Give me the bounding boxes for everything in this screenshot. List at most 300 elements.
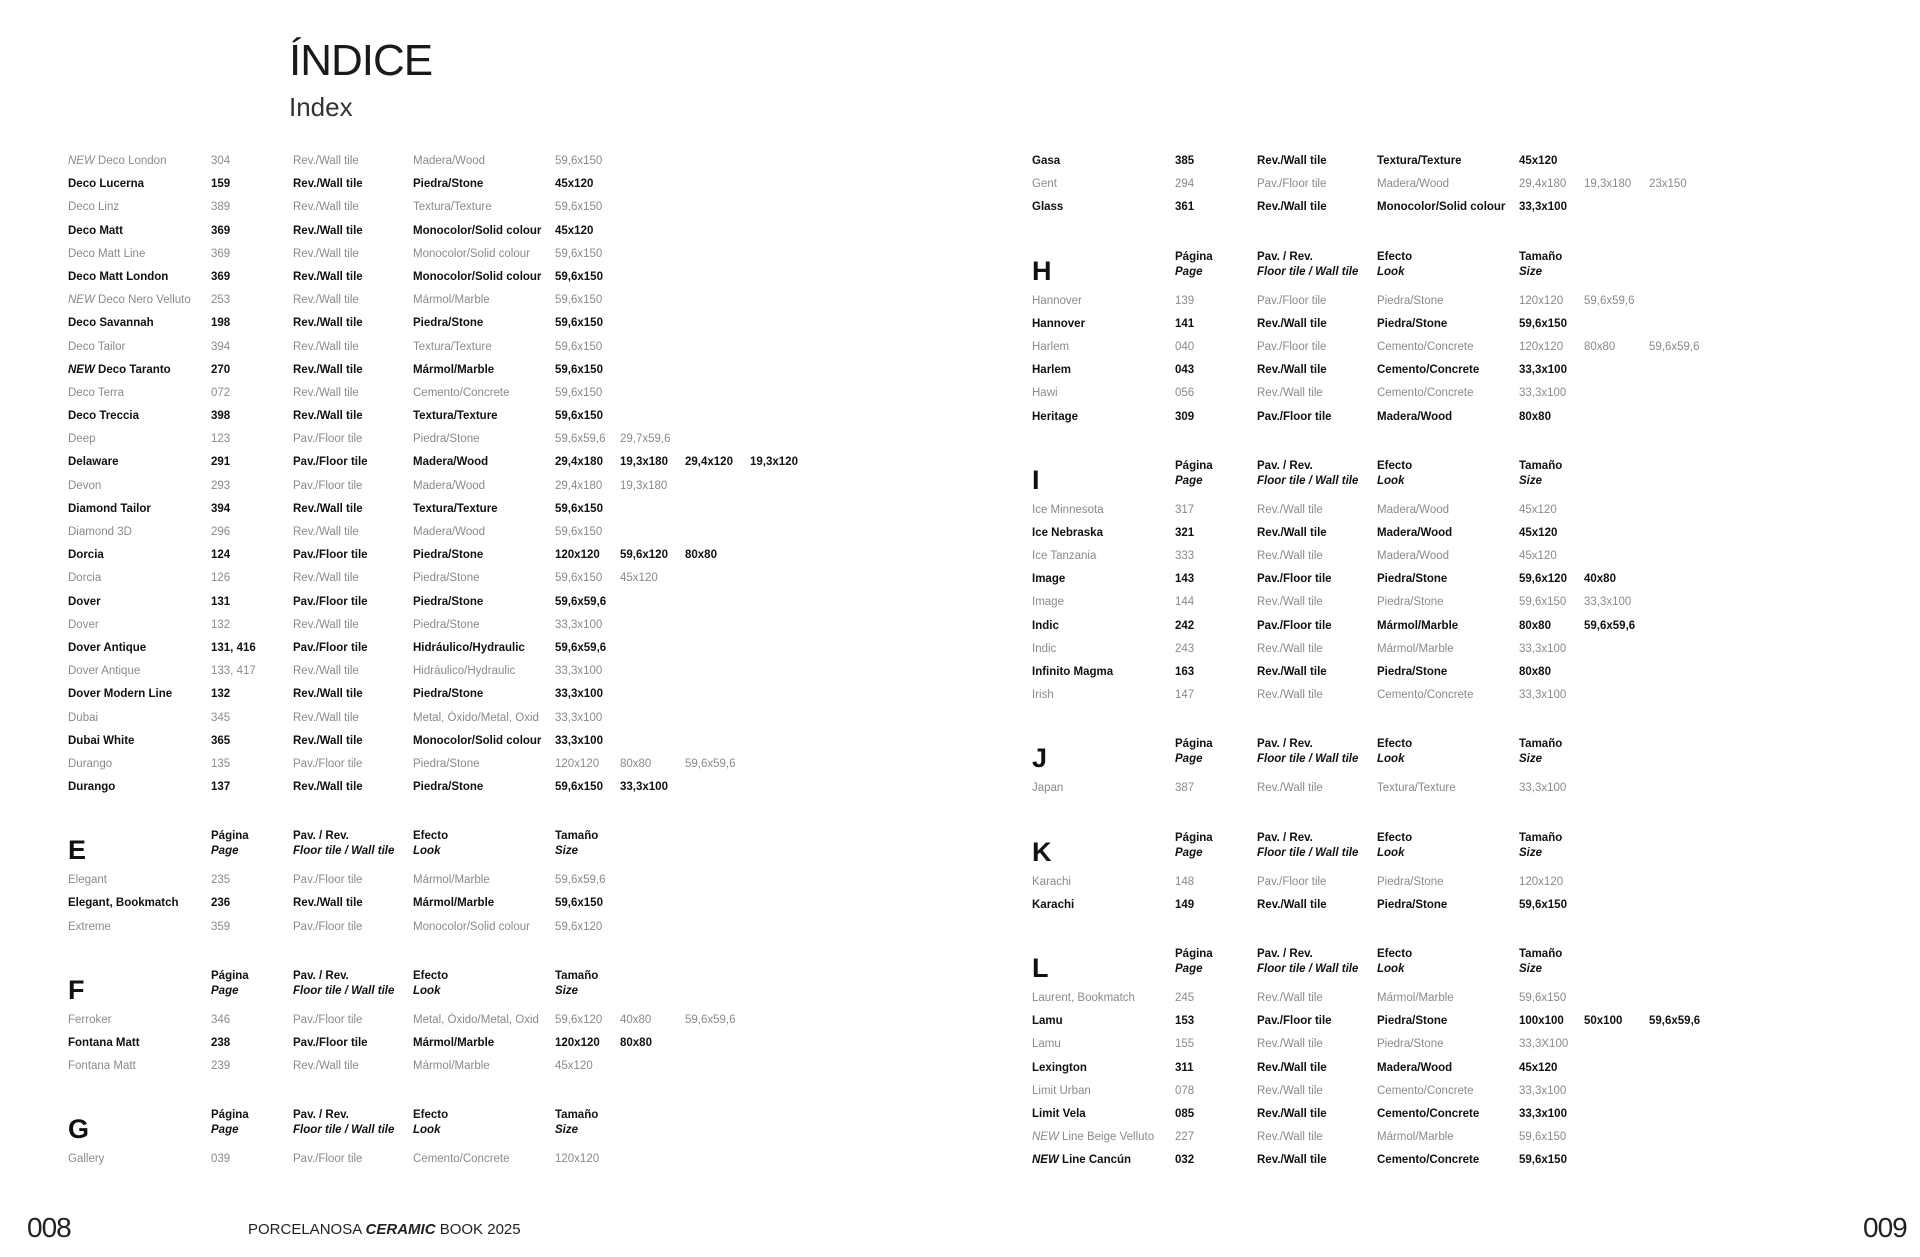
tile-size: 50x100 <box>1584 1015 1623 1028</box>
product-name <box>1032 499 1104 522</box>
tile-size: 19,3x180 <box>1584 178 1632 191</box>
page-number: 293 <box>211 479 231 492</box>
product-name-text: Karachi <box>1032 875 1071 888</box>
page-number: 198 <box>211 317 231 330</box>
tile-size: 33,3x100 <box>1519 1084 1567 1097</box>
product-name-text: Delaware <box>68 456 119 469</box>
page-number: 123 <box>211 433 231 446</box>
page-number: 239 <box>211 1060 231 1073</box>
brand-name: PORCELANOSA <box>248 1221 362 1238</box>
product-name <box>1032 150 1060 173</box>
product-name <box>68 660 140 683</box>
tile-size: 45x120 <box>1519 155 1558 167</box>
index-row <box>68 753 928 776</box>
tile-look: Piedra/Stone <box>1377 666 1448 678</box>
section-letter: J <box>1032 743 1048 774</box>
tile-type: Pav./Floor tile <box>1257 1015 1332 1028</box>
tile-type: Rev./Wall tile <box>1257 596 1323 609</box>
product-name <box>68 173 144 196</box>
index-row <box>68 498 928 521</box>
index-row <box>1032 290 1892 313</box>
tile-look: Piedra/Stone <box>1377 573 1448 586</box>
product-name <box>68 892 179 915</box>
tile-size: 59,6x59,6 <box>1649 340 1700 353</box>
section-letter: I <box>1032 464 1040 495</box>
index-row <box>1032 522 1892 545</box>
product-name-text: Ice Minnesota <box>1032 503 1104 516</box>
header-type <box>1257 947 1358 977</box>
tile-look: Madera/Wood <box>1377 178 1450 191</box>
tile-type: Pav./Floor tile <box>293 1013 363 1026</box>
header-page <box>1175 831 1213 861</box>
index-row <box>68 173 928 196</box>
product-name <box>1032 406 1078 429</box>
tile-size: 45x120 <box>620 572 658 585</box>
tile-look: Madera/Wood <box>413 526 486 538</box>
header-page-es: Página <box>211 830 249 843</box>
product-name <box>68 683 172 706</box>
product-name-text: Dorcia <box>68 549 104 562</box>
tile-type: Rev./Wall tile <box>1257 201 1327 214</box>
tile-look: Cemento/Concrete <box>1377 340 1474 353</box>
tile-type: Rev./Wall tile <box>1257 1107 1327 1120</box>
new-badge: NEW <box>1032 1131 1059 1144</box>
page-number: 135 <box>211 757 231 770</box>
tile-look: Monocolor/Solid colour <box>413 224 542 237</box>
header-look-en: Look <box>1377 474 1405 487</box>
index-row <box>1032 1010 1892 1033</box>
page-number: 369 <box>211 224 231 237</box>
index-row <box>68 336 928 359</box>
header-look-en: Look <box>413 1124 441 1137</box>
header-type-es: Pav. / Rev. <box>293 830 349 843</box>
header-size <box>1519 947 1562 977</box>
product-name <box>1032 290 1082 313</box>
tile-type: Rev./Wall tile <box>293 363 363 376</box>
index-row <box>1032 1103 1892 1126</box>
product-name-text: Harlem <box>1032 340 1070 353</box>
tile-look: Madera/Wood <box>413 479 486 492</box>
product-name <box>1032 336 1069 359</box>
tile-type: Rev./Wall tile <box>293 526 359 538</box>
tile-look: Piedra/Stone <box>413 618 480 631</box>
section-letter: L <box>1032 952 1049 983</box>
tile-size: 59,6x150 <box>555 340 603 353</box>
tile-size: 59,6x150 <box>555 502 603 515</box>
product-name <box>1032 313 1085 336</box>
tile-size: 29,4x180 <box>1519 178 1567 191</box>
page-number: 132 <box>211 688 231 701</box>
product-name <box>68 1148 104 1171</box>
tile-size: 120x120 <box>1519 875 1564 888</box>
product-name-text: Limit Urban <box>1032 1084 1091 1097</box>
tile-type: Pav./Floor tile <box>1257 178 1327 191</box>
product-name <box>68 730 134 753</box>
product-name <box>68 451 119 474</box>
header-size-en: Size <box>1519 846 1543 859</box>
tile-size: 80x80 <box>1519 619 1551 632</box>
tile-type: Rev./Wall tile <box>1257 898 1327 911</box>
index-row <box>68 150 928 173</box>
index-row <box>68 916 928 939</box>
tile-type: Rev./Wall tile <box>1257 689 1323 702</box>
header-type <box>1257 250 1358 280</box>
page-number: 398 <box>211 410 231 423</box>
tile-type: Pav./Floor tile <box>1257 410 1332 423</box>
header-page <box>1175 250 1213 280</box>
product-name <box>68 707 98 730</box>
product-name-text: Japan <box>1032 782 1064 795</box>
page-number: 394 <box>211 340 231 353</box>
index-row <box>1032 406 1892 429</box>
product-name-text: Dubai White <box>68 734 135 747</box>
new-badge: NEW <box>1032 1154 1059 1167</box>
product-name <box>1032 638 1056 661</box>
tile-type: Rev./Wall tile <box>293 897 363 910</box>
tile-size: 80x80 <box>620 757 652 770</box>
page-number: 236 <box>211 897 231 910</box>
tile-type: Rev./Wall tile <box>1257 782 1323 795</box>
product-name <box>68 312 154 335</box>
product-name <box>1032 1149 1131 1172</box>
product-name <box>68 150 166 173</box>
header-size-en: Size <box>1519 962 1543 975</box>
tile-type: Rev./Wall tile <box>1257 364 1327 377</box>
product-name-text: Fontana Matt <box>68 1037 140 1049</box>
index-row <box>68 544 928 567</box>
product-name <box>1032 545 1096 568</box>
tile-type: Pav./Floor tile <box>293 920 363 933</box>
product-name-text: Deco Matt <box>68 224 123 237</box>
product-name <box>68 869 107 892</box>
tile-look: Metal, Óxido/Metal, Oxid <box>413 711 539 724</box>
header-size <box>555 829 598 859</box>
product-name-text: Fontana Matt <box>68 1060 136 1073</box>
tile-look: Textura/Texture <box>413 340 492 353</box>
tile-type: Rev./Wall tile <box>293 502 363 515</box>
tile-look: Cemento/Concrete <box>1377 1154 1480 1167</box>
header-look-en: Look <box>413 845 441 858</box>
tile-size: 59,6x150 <box>555 155 603 167</box>
tile-type: Rev./Wall tile <box>1257 155 1327 167</box>
tile-look: Madera/Wood <box>1377 410 1453 423</box>
product-name-text: Dubai <box>68 711 99 724</box>
tile-size: 59,6x150 <box>1519 317 1567 330</box>
page-number: 137 <box>211 781 231 794</box>
tile-look: Monocolor/Solid colour <box>413 734 542 747</box>
product-name-text: Durango <box>68 757 113 770</box>
index-row <box>1032 871 1892 894</box>
page-number: 238 <box>211 1037 231 1049</box>
product-name-text: Deco Linz <box>68 201 120 214</box>
tile-size: 120x120 <box>555 1037 600 1049</box>
product-name <box>68 266 168 289</box>
header-page <box>211 969 249 999</box>
product-name <box>68 405 139 428</box>
tile-type: Rev./Wall tile <box>293 734 363 747</box>
page-number: 270 <box>211 363 231 376</box>
header-size-en: Size <box>1519 753 1543 766</box>
tile-type: Rev./Wall tile <box>1257 387 1323 400</box>
page-number: 291 <box>211 456 231 469</box>
header-type-en: Floor tile / Wall tile <box>1257 474 1359 487</box>
product-name-text: Gasa <box>1032 155 1061 167</box>
tile-size: 120x120 <box>555 549 600 562</box>
index-row <box>68 660 928 683</box>
tile-look: Cemento/Concrete <box>1377 1084 1474 1097</box>
page-number: 039 <box>211 1153 231 1166</box>
header-page-es: Página <box>211 969 249 982</box>
page-number-left: 008 <box>27 1212 71 1243</box>
header-size-es: Tamaño <box>1519 459 1563 472</box>
tile-type: Rev./Wall tile <box>1257 503 1323 516</box>
product-name-text: Dover <box>68 618 99 631</box>
index-row <box>68 1009 928 1032</box>
tile-size: 33,3x100 <box>1519 1107 1567 1120</box>
header-look <box>1377 831 1412 861</box>
product-name-text: Dover Antique <box>68 665 141 678</box>
page-number: 321 <box>1175 526 1195 539</box>
page-number: 141 <box>1175 317 1195 330</box>
product-name-text: Gent <box>1032 178 1057 191</box>
product-name-text: Glass <box>1032 201 1064 214</box>
tile-look: Hidráulico/Hydraulic <box>413 641 525 654</box>
header-look-es: Efecto <box>1377 831 1413 844</box>
page-number: 126 <box>211 572 231 585</box>
product-name <box>1032 684 1054 707</box>
tile-size: 120x120 <box>1519 294 1564 307</box>
product-name <box>1032 871 1071 894</box>
tile-size: 59,6x150 <box>1519 1154 1567 1167</box>
section-letter: F <box>68 974 85 1005</box>
tile-look: Cemento/Concrete <box>1377 1107 1480 1120</box>
page-number: 131, 416 <box>211 641 256 654</box>
header-page-es: Página <box>1175 738 1213 751</box>
page-number: 294 <box>1175 178 1195 191</box>
header-page <box>211 1108 249 1138</box>
header-page-en: Page <box>1175 753 1203 766</box>
tile-look: Piedra/Stone <box>413 433 480 446</box>
page-number: 163 <box>1175 666 1195 678</box>
tile-size: 59,6x59,6 <box>685 757 736 770</box>
tile-type: Pav./Floor tile <box>293 433 363 446</box>
index-row <box>1032 1126 1892 1149</box>
index-row <box>1032 173 1892 196</box>
tile-type: Rev./Wall tile <box>1257 1131 1323 1144</box>
product-name <box>68 637 146 660</box>
header-size-es: Tamaño <box>1519 831 1563 844</box>
index-row <box>1032 1057 1892 1080</box>
page-number: 124 <box>211 549 231 562</box>
page-number: 311 <box>1175 1061 1194 1074</box>
tile-type: Rev./Wall tile <box>293 317 363 330</box>
product-name <box>1032 661 1113 684</box>
tile-size: 33,3x100 <box>1519 689 1567 702</box>
header-look-es: Efecto <box>413 969 449 982</box>
tile-size: 59,6x150 <box>1519 898 1567 911</box>
tile-size: 80x80 <box>1584 340 1616 353</box>
header-type-es: Pav. / Rev. <box>1257 459 1313 472</box>
index-row <box>68 776 928 799</box>
product-name-text: Diamond Tailor <box>68 502 151 515</box>
tile-size: 59,6x150 <box>555 363 603 376</box>
tile-size: 19,3x120 <box>750 456 798 469</box>
product-name-text: Deep <box>68 433 96 446</box>
page-number: 346 <box>211 1013 231 1026</box>
tile-look: Monocolor/Solid colour <box>413 270 542 283</box>
page-number: 043 <box>1175 364 1195 377</box>
tile-size: 59,6x59,6 <box>685 1013 736 1026</box>
new-badge: NEW <box>68 294 95 307</box>
page-number: 072 <box>211 386 231 399</box>
section-letter: H <box>1032 255 1052 286</box>
product-name-text: Dover Modern Line <box>68 688 173 701</box>
product-name <box>1032 1126 1154 1149</box>
product-name <box>68 1009 111 1032</box>
index-row <box>1032 196 1892 219</box>
page-number: 078 <box>1175 1084 1195 1097</box>
tile-size: 45x120 <box>555 178 594 191</box>
product-name-text: Elegant, Bookmatch <box>68 897 179 910</box>
header-look-en: Look <box>1377 846 1405 859</box>
tile-type: Rev./Wall tile <box>293 618 359 631</box>
tile-size: 29,4x180 <box>555 456 603 469</box>
tile-look: Mármol/Marble <box>413 363 495 376</box>
page-number: 365 <box>211 734 231 747</box>
footer-brand <box>248 1221 521 1238</box>
page-number: 227 <box>1175 1131 1195 1144</box>
tile-size: 40x80 <box>620 1013 652 1026</box>
index-row <box>1032 382 1892 405</box>
header-type-es: Pav. / Rev. <box>293 969 349 982</box>
tile-size: 59,6x150 <box>555 386 603 399</box>
product-name-text: Deco Treccia <box>68 410 139 423</box>
header-page-en: Page <box>1175 265 1203 278</box>
product-name-text: Deco Tailor <box>68 340 126 353</box>
index-row <box>68 730 928 753</box>
product-name-text: Deco London <box>98 155 167 167</box>
header-size <box>555 1108 598 1138</box>
product-name <box>68 521 132 544</box>
tile-type: Rev./Wall tile <box>293 340 359 353</box>
tile-type: Pav./Floor tile <box>293 641 368 654</box>
tile-size: 80x80 <box>685 549 717 562</box>
index-row <box>1032 1080 1892 1103</box>
index-row <box>1032 638 1892 661</box>
tile-size: 120x120 <box>1519 340 1564 353</box>
page-number: 032 <box>1175 1154 1195 1167</box>
tile-look: Madera/Wood <box>1377 1061 1453 1074</box>
product-name-text: Karachi <box>1032 898 1075 911</box>
tile-look: Madera/Wood <box>413 155 486 167</box>
tile-look: Mármol/Marble <box>1377 1131 1454 1144</box>
header-page-es: Página <box>1175 250 1213 263</box>
page-number: 235 <box>211 874 231 887</box>
tile-size: 59,6x150 <box>555 781 603 794</box>
product-name-text: Hannover <box>1032 317 1086 330</box>
index-row <box>68 382 928 405</box>
brand-ceramic: CERAMIC <box>365 1221 436 1238</box>
section-header <box>68 1102 928 1148</box>
header-size <box>1519 831 1562 861</box>
tile-look: Textura/Texture <box>1377 782 1456 795</box>
tile-look: Piedra/Stone <box>413 688 484 701</box>
page-number: 242 <box>1175 619 1195 632</box>
product-name <box>68 567 101 590</box>
section-header <box>1032 244 1892 290</box>
tile-type: Rev./Wall tile <box>1257 1061 1327 1074</box>
tile-type: Rev./Wall tile <box>293 201 359 214</box>
product-name-text: Deco Matt Line <box>68 247 146 260</box>
tile-size: 33,3x100 <box>1584 596 1632 609</box>
header-size-en: Size <box>555 845 579 858</box>
page-number: 149 <box>1175 898 1195 911</box>
tile-type: Rev./Wall tile <box>1257 991 1323 1004</box>
tile-look: Monocolor/Solid colour <box>413 247 530 260</box>
page-number: 387 <box>1175 782 1195 795</box>
tile-type: Pav./Floor tile <box>293 456 368 469</box>
header-size-es: Tamaño <box>555 830 599 843</box>
tile-look: Mármol/Marble <box>1377 642 1454 655</box>
product-name <box>1032 1080 1091 1103</box>
tile-type: Rev./Wall tile <box>293 270 363 283</box>
brand-book: BOOK 2025 <box>439 1221 521 1238</box>
product-name <box>1032 987 1135 1010</box>
product-name <box>1032 894 1074 917</box>
header-size <box>1519 459 1562 489</box>
tile-size: 40x80 <box>1584 573 1616 586</box>
tile-type: Rev./Wall tile <box>1257 666 1327 678</box>
tile-look: Madera/Wood <box>1377 550 1450 563</box>
tile-type: Rev./Wall tile <box>293 781 363 794</box>
product-name <box>1032 1057 1087 1080</box>
tile-look: Piedra/Stone <box>413 178 484 191</box>
product-name <box>68 359 171 382</box>
tile-type: Rev./Wall tile <box>293 1060 359 1073</box>
header-size-en: Size <box>555 984 579 997</box>
tile-type: Rev./Wall tile <box>1257 317 1327 330</box>
tile-size: 80x80 <box>1519 410 1551 423</box>
product-name <box>68 243 145 266</box>
tile-size: 59,6x150 <box>555 247 603 260</box>
tile-look: Piedra/Stone <box>413 317 484 330</box>
product-name-text: Indic <box>1032 619 1059 632</box>
header-page-es: Página <box>1175 947 1213 960</box>
index-row <box>1032 894 1892 917</box>
section-letter: E <box>68 835 87 866</box>
tile-size: 59,6x150 <box>555 294 603 307</box>
header-type-es: Pav. / Rev. <box>293 1109 349 1122</box>
page-number: 369 <box>211 270 231 283</box>
index-row <box>1032 499 1892 522</box>
product-name-text: Ice Nebraska <box>1032 526 1103 539</box>
header-page-en: Page <box>211 984 239 997</box>
tile-look: Piedra/Stone <box>1377 317 1448 330</box>
tile-size: 33,3x100 <box>1519 782 1567 795</box>
tile-type: Rev./Wall tile <box>1257 526 1327 539</box>
tile-size: 59,6x120 <box>1519 573 1567 586</box>
tile-type: Rev./Wall tile <box>1257 1154 1327 1167</box>
product-name-text: Dover <box>68 595 101 608</box>
tile-look: Mármol/Marble <box>413 1060 490 1073</box>
page-number: 317 <box>1175 503 1195 516</box>
header-look <box>413 969 448 999</box>
tile-look: Mármol/Marble <box>413 1037 495 1049</box>
tile-size: 33,3x100 <box>620 781 668 794</box>
product-name <box>68 753 112 776</box>
product-name <box>1032 615 1059 638</box>
header-size-es: Tamaño <box>1519 947 1563 960</box>
